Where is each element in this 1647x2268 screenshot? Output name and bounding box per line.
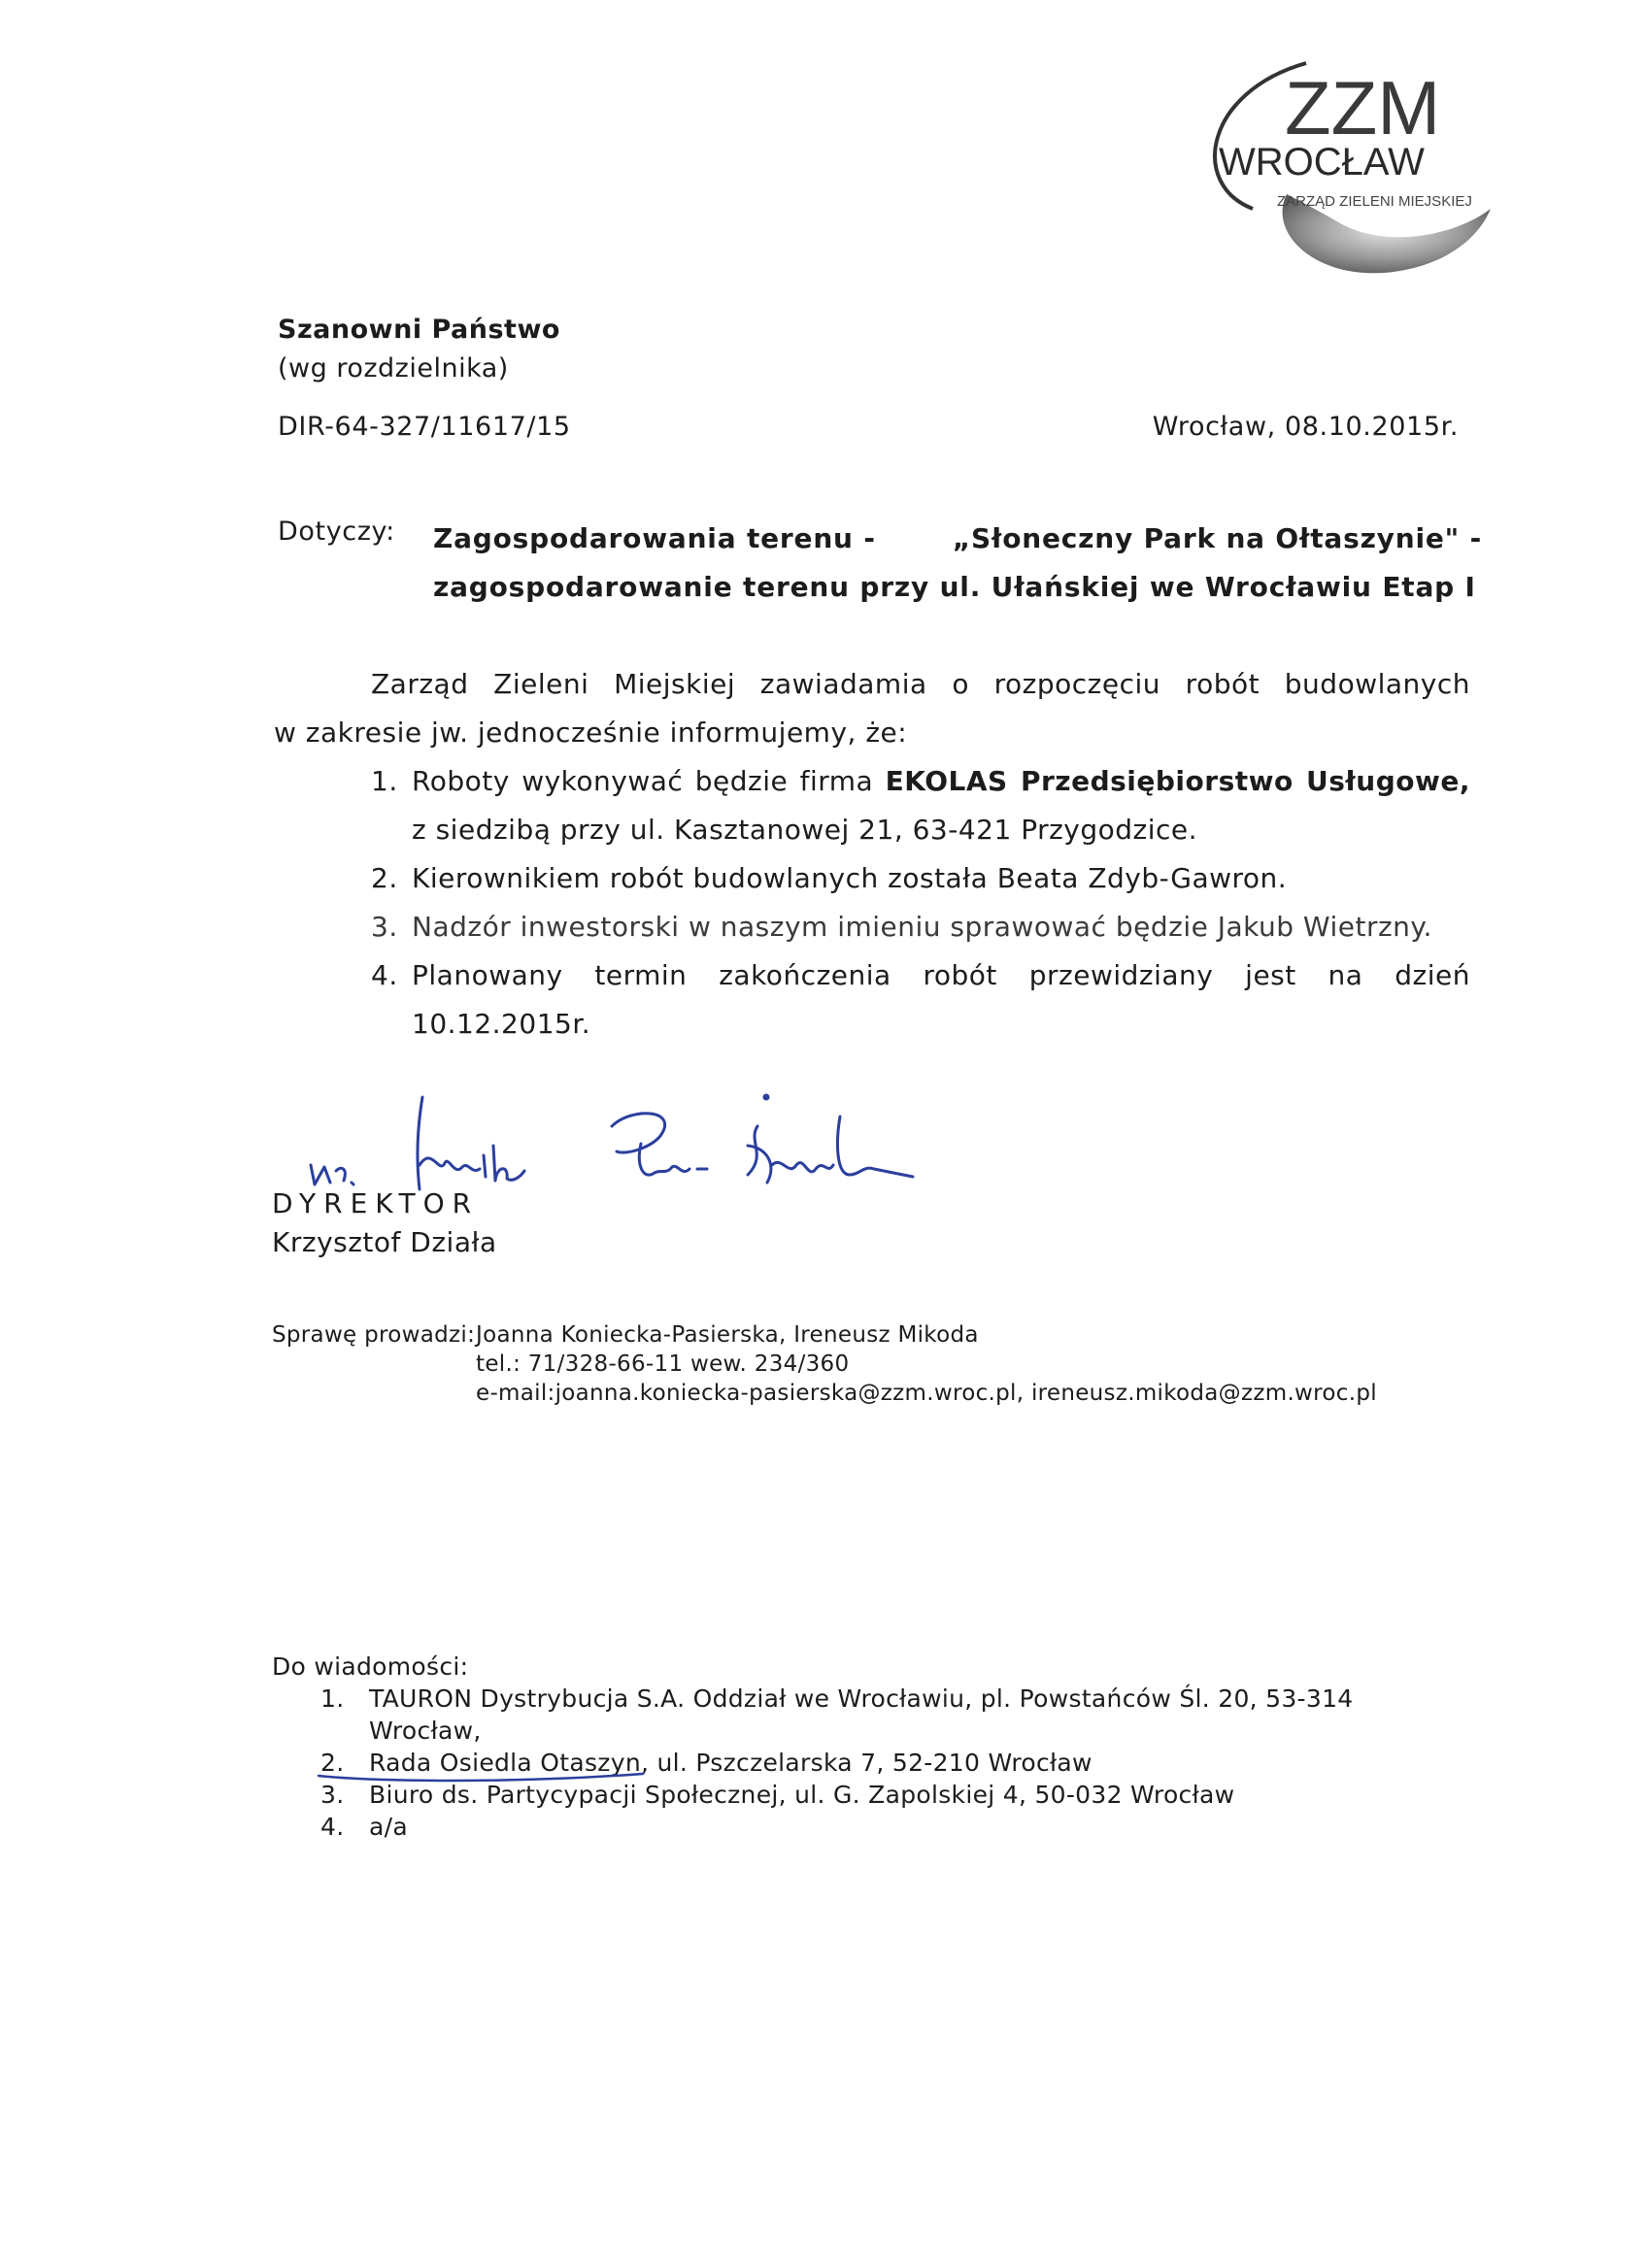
list-item: 2. Rada Osiedla Otaszyn, ul. Pszczelarska 7, 52-210 Wrocław <box>320 1749 1092 1777</box>
subject <box>433 515 1482 612</box>
list-item: 3. Biuro ds. Partycypacji Społecznej, ul. G. Zapolskiej 4, 50-032 Wrocław <box>320 1781 1235 1809</box>
logo-org: ZARZĄD ZIELENI MIEJSKIEJ <box>1277 193 1472 210</box>
zzm-logo <box>1160 39 1510 301</box>
recipient-note: (wg rozdzielnika) <box>278 353 509 384</box>
body-intro-cont: w zakresie jw. jednocześnie informujemy, że: <box>274 717 908 749</box>
logo-city: WROCŁAW <box>1219 141 1425 183</box>
body-intro: Zarząd Zieleni Miejskiej zawiadamia o rozpoczęciu robót budowlanych <box>371 668 1470 700</box>
subject-line1-right: „Słoneczny Park na Ołtaszynie" - <box>952 522 1482 554</box>
distribution-list <box>272 1683 1389 1843</box>
list-item: 1. TAURON Dystrybucja S.A. Oddział we Wrocławiu, pl. Powstańców Śl. 20, 53-314 Wrocław, <box>320 1684 1354 1745</box>
recipient-block <box>278 311 560 388</box>
handler-phone: tel.: 71/328-66-11 wew. 234/360 <box>476 1351 850 1377</box>
logo-mark: ZZM <box>1285 65 1441 150</box>
letter-body <box>274 660 1470 1049</box>
signatory-name: Krzysztof Działa <box>272 1226 497 1258</box>
subject-line2: zagospodarowanie terenu przy ul. Ułańskiej we Wrocławiu Etap I <box>433 571 1476 603</box>
signatory-title: DYREKTOR <box>272 1187 480 1219</box>
handler-names: Joanna Koniecka-Pasierska, Ireneusz Mikoda <box>476 1322 979 1348</box>
list-item: 4. Planowany termin zakończenia robót przewidziany jest na dzień 10.12.2015r. <box>371 959 1470 1040</box>
pen-underline-mark <box>317 1770 647 1789</box>
subject-label: Dotyczy: <box>278 517 395 547</box>
list-item: 3. Nadzór inwestorski w naszym imieniu sprawować będzie Jakub Wietrzny. <box>371 911 1432 943</box>
reference-number: DIR-64-327/11617/15 <box>278 412 571 442</box>
list-item: 4. a/a <box>320 1813 408 1841</box>
distribution-block <box>272 1651 1389 1843</box>
handler-email: e-mail:joanna.koniecka-pasierska@zzm.wroc.pl, ireneusz.mikoda@zzm.wroc.pl <box>476 1381 1377 1406</box>
list-item: 2. Kierownikiem robót budowlanych została Beata Zdyb-Gawron. <box>371 862 1288 894</box>
handler-label: Sprawę prowadzi: <box>272 1322 476 1348</box>
letter-date: Wrocław, 08.10.2015r. <box>1152 412 1459 442</box>
distribution-heading: Do wiadomości: <box>272 1652 469 1681</box>
list-item: 1. Roboty wykonywać będzie firma EKOLAS Przedsiębiorstwo Usługowe, z siedzibą przy ul. Kasztanowej 21, 63-421 Przygodzice. <box>371 765 1471 846</box>
body-list <box>274 757 1470 1049</box>
signatory-block <box>272 1184 497 1262</box>
subject-line1-left: Zagospodarowania terenu - <box>433 522 876 554</box>
case-handler-block <box>272 1320 1377 1408</box>
recipient-name: Szanowni Państwo <box>278 315 560 345</box>
